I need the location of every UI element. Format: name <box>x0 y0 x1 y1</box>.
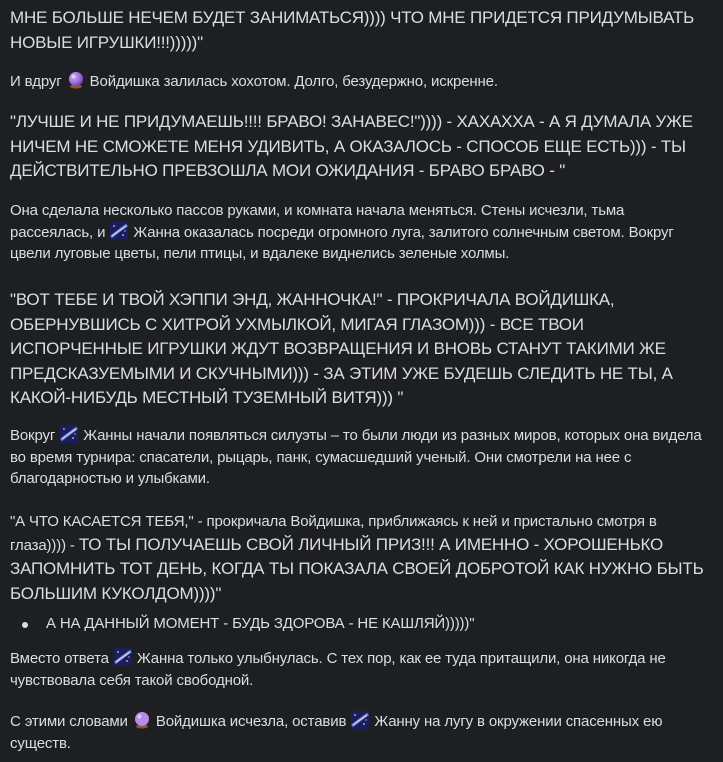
message-text: Войдишка исчезла, оставив <box>155 713 347 730</box>
message-text: Жанна оказалась посреди огромного луга, залитого солнечным светом. Вокруг цвели луговые цветы, пели птицы, и вдалеке виднелись зеленые холмы. <box>10 223 674 262</box>
message-text: Вместо ответа <box>10 650 109 667</box>
message-paragraph-5 <box>10 288 710 411</box>
message-text: Жанну на лугу в окружении спасенных ею существ. <box>10 713 663 752</box>
bullet-dot <box>22 622 28 628</box>
crystal-ball-icon <box>67 71 85 89</box>
message-paragraph-1 <box>10 6 710 55</box>
message-paragraph-2 <box>10 71 710 93</box>
message-text: Жанна только улыбнулась. С тех пор, как ее туда притащили, она никогда не чувствовала себя такой свободной. <box>10 650 666 689</box>
message-text: Войдишка залилась хохотом. Долго, безудержно, искренне. <box>89 73 498 90</box>
message-text: "ВОТ ТЕБЕ И ТВОЙ ХЭППИ ЭНД, ЖАННОЧКА!" - ПРОКРИЧАЛА ВОЙДИШКА, ОБЕРНУВШИСЬ С ХИТРОЙ УХМЫЛКОЙ, МИГАЯ ГЛАЗОМ))) - ВСЕ ТВОИ ИСПОРЧЕННЫЕ ИГРУШКИ ЖДУТ ВОЗВРАЩЕНИЯ И ВНОВЬ СТАНУТ ТАКИМИ ЖЕ ПРЕДСКАЗУЕМЫМИ И СКУЧНЫМИ))) - ЗА ЭТИМ УЖЕ БУДЕШЬ СЛЕДИТЬ НЕ ТЫ, А КАКОЙ-НИБУДЬ МЕСТНЫЙ ТУЗЕМНЫЙ ВИТЯ))) " <box>10 290 673 407</box>
list-item <box>10 613 710 635</box>
message-paragraph-8 <box>10 648 710 691</box>
milky-way-icon <box>351 711 369 729</box>
message-text: "ЛУЧШЕ И НЕ ПРИДУМАЕШЬ!!!! БРАВО! ЗАНАВЕС!")))) - ХАХАХХА - А Я ДУМАЛА УЖЕ НИЧЕМ НЕ СМОЖЕТЕ МЕНЯ УДИВИТЬ, А ОКАЗАЛОСЬ - СПОСОБ ЕЩЕ ЕСТЬ))) - ТЫ ДЕЙСТВИТЕЛЬНО ПРЕВЗОШЛА МОИ ОЖИДАНИЯ - БРАВО БРАВО - " <box>10 112 693 180</box>
message-text: А НА ДАННЫЙ МОМЕНТ - БУДЬ ЗДОРОВА - НЕ КАШЛЯЙ)))))" <box>46 615 475 632</box>
message-text: Жанны начали появляться силуэты – то были люди из разных миров, которых она видела во время турнира: спасатели, рыцарь, панк, сумасшедший ученый. Они смотрели на нее с благодарностью и улыбками. <box>10 427 702 487</box>
message-paragraph-9 <box>10 711 710 754</box>
message-text: И вдруг <box>10 73 62 90</box>
message-text: МНЕ БОЛЬШЕ НЕЧЕМ БУДЕТ ЗАНИМАТЬСЯ)))) ЧТО МНЕ ПРИДЕТСЯ ПРИДУМЫВАТЬ НОВЫЕ ИГРУШКИ!!!)))))" <box>10 8 695 52</box>
milky-way-icon <box>114 648 132 666</box>
milky-way-icon <box>110 222 128 240</box>
message-paragraph-3 <box>10 110 710 184</box>
message-text: С этими словами <box>10 713 128 730</box>
message-paragraph-7 <box>10 511 710 606</box>
message-text: "А ЧТО КАСАЕТСЯ ТЕБЯ," - прокричала Войдишка, приближаясь к ней и пристально смотря в глаза)))) - <box>10 513 657 554</box>
message-text: Вокруг <box>10 427 56 444</box>
crystal-ball-icon <box>133 711 151 729</box>
message-paragraph-6 <box>10 425 710 490</box>
message-text: ТО ТЫ ПОЛУЧАЕШЬ СВОЙ ЛИЧНЫЙ ПРИЗ!!! А ИМЕННО - ХОРОШЕНЬКО ЗАПОМНИТЬ ТОТ ДЕНЬ, КОГДА ТЫ ПОКАЗАЛА СВОЕЙ ДОБРОТОЙ КАК НУЖНО БЫТЬ БОЛЬШИМ КУКОЛДОМ))))" <box>10 534 704 603</box>
milky-way-icon <box>60 425 78 443</box>
message-text: Она сделала несколько пассов руками, и комната начала меняться. Стены исчезли, тьма рассеялась, и <box>10 202 625 241</box>
message-paragraph-4 <box>10 200 710 265</box>
